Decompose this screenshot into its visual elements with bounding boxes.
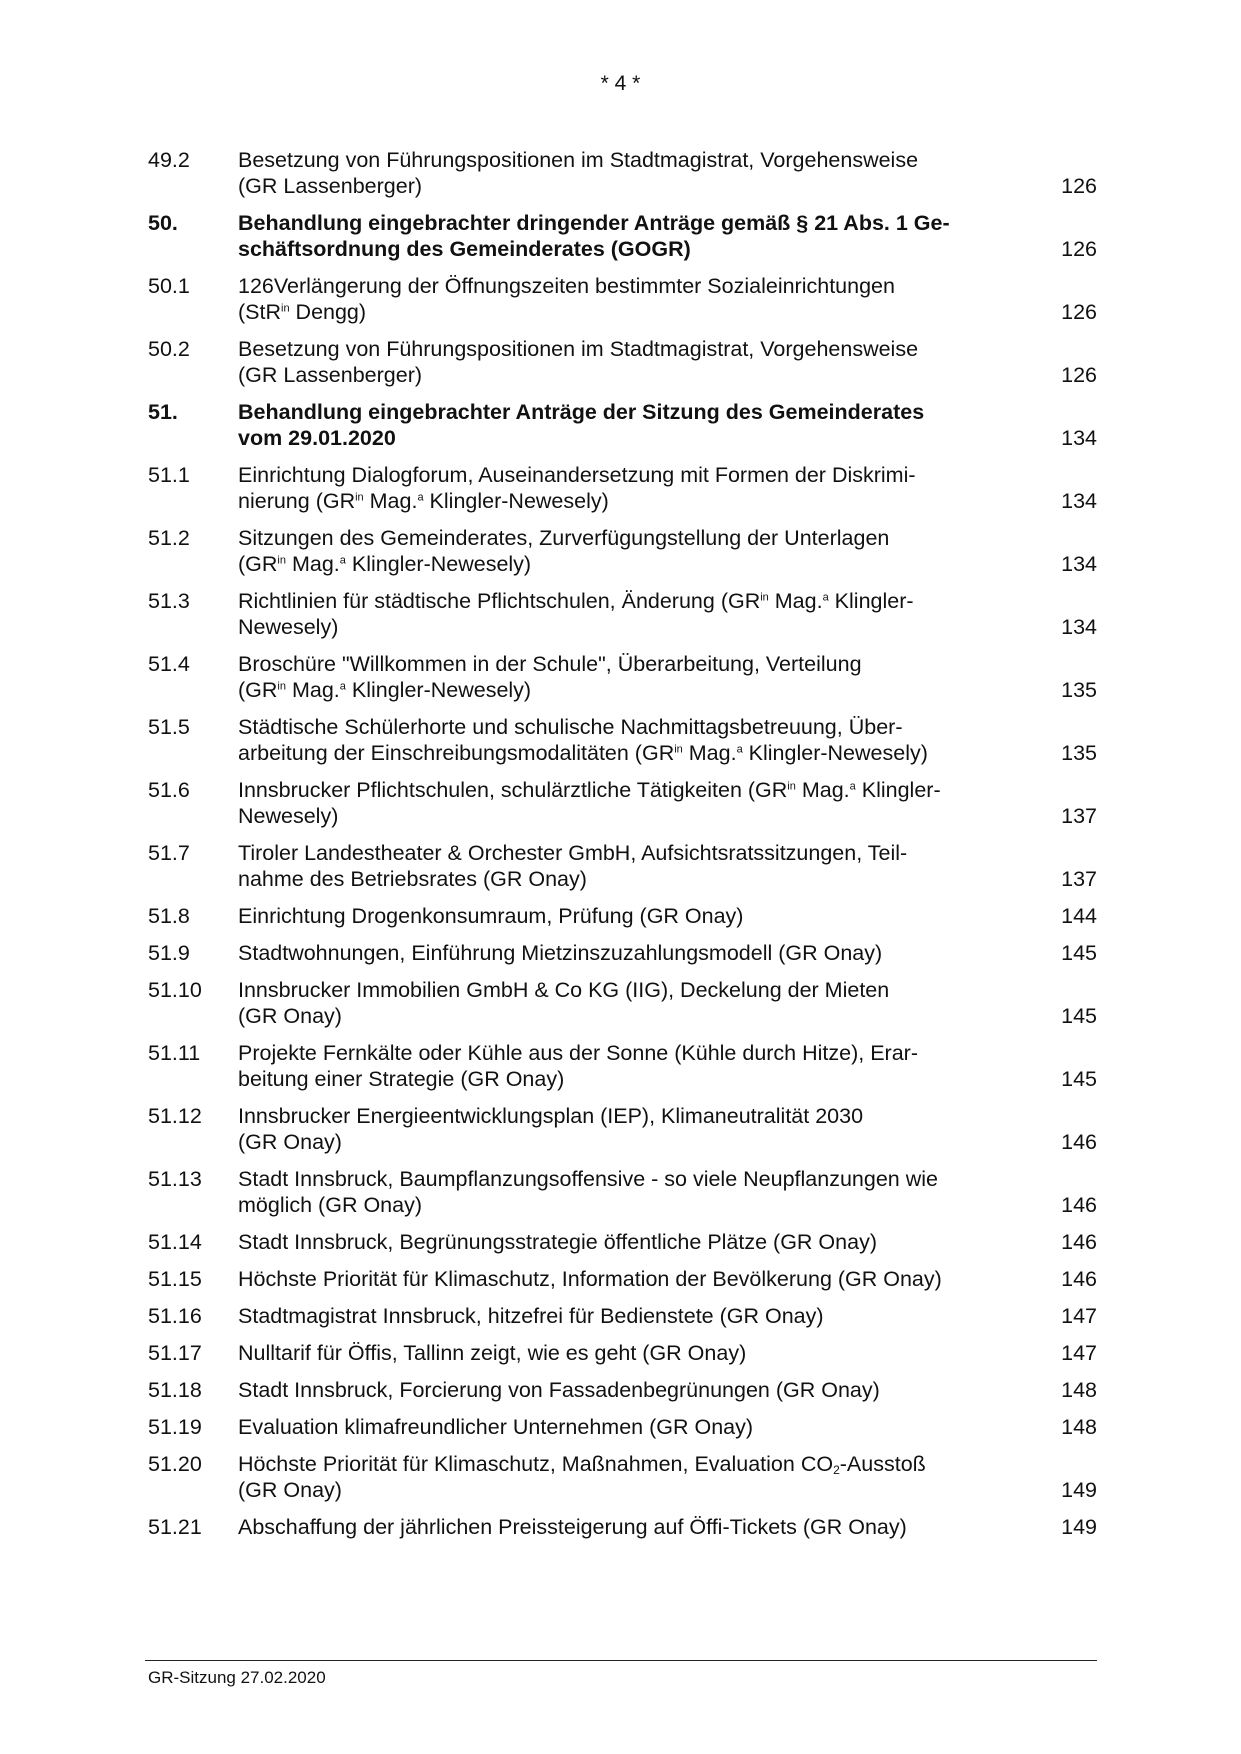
toc-entry-page: 147 <box>1061 1341 1097 1365</box>
toc-entry-page: 145 <box>1061 1067 1097 1091</box>
toc-entry-page: 134 <box>1061 615 1097 639</box>
toc-entry <box>148 903 1097 929</box>
toc-entry <box>148 147 1097 199</box>
toc-entry-page: 148 <box>1061 1415 1097 1439</box>
toc-entry-number: 51.8 <box>148 904 190 928</box>
toc-entry-page: 134 <box>1061 552 1097 576</box>
toc-entry-page: 146 <box>1061 1267 1097 1291</box>
toc-entry <box>148 777 1097 829</box>
toc-entry-title: Nulltarif für Öffis, Tallinn zeigt, wie es geht (GR Onay) <box>238 1341 747 1365</box>
toc-entry <box>148 588 1097 640</box>
toc-entry-page: 134 <box>1061 489 1097 513</box>
toc-entry-title: Besetzung von Führungspositionen im Stadtmagistrat, Vorgehensweise (GR Lassenberger) <box>238 337 919 387</box>
toc-entry-title: 126Verlängerung der Öffnungszeiten bestimmter Sozialeinrichtungen (StR$^{in}$ Dengg) <box>238 274 895 324</box>
toc-entry-page: 149 <box>1061 1515 1097 1539</box>
toc-entry <box>148 399 1097 451</box>
toc-entry <box>148 1451 1097 1503</box>
toc-entry-title: Städtische Schülerhorte und schulische Nachmittagsbetreuung, Über- arbeitung der Einschreibungsmodalitäten ($GR^{in}$ Mag.$^a$ Klingler-Newesely) <box>238 715 928 765</box>
toc-entry <box>148 1040 1097 1092</box>
toc-entry-number: 51.5 <box>148 715 190 739</box>
toc-entry <box>148 1377 1097 1403</box>
toc-entry-number: 51.18 <box>148 1378 202 1402</box>
toc-entry-number: 51.16 <box>148 1304 202 1328</box>
footer-divider <box>145 1660 1097 1661</box>
toc-entry <box>148 1103 1097 1155</box>
toc-entry-number: 51.7 <box>148 841 190 865</box>
footer-session-date: GR-Sitzung 27.02.2020 <box>148 1668 326 1687</box>
toc-entry-number: 51.15 <box>148 1267 202 1291</box>
toc-entry-title: Projekte Fernkälte oder Kühle aus der Sonne (Kühle durch Hitze), Erar- beitung einer Strategie (GR Onay) <box>238 1041 918 1091</box>
toc-entry-page: 146 <box>1061 1230 1097 1254</box>
toc-entry <box>148 336 1097 388</box>
toc-entry-number: 51.17 <box>148 1341 202 1365</box>
toc-entry-title: Stadtmagistrat Innsbruck, hitzefrei für Bedienstete (GR Onay) <box>238 1304 824 1328</box>
toc-entry <box>148 525 1097 577</box>
toc-entry-number: 51.13 <box>148 1167 202 1191</box>
toc-entry <box>148 651 1097 703</box>
toc-entry-title: Besetzung von Führungspositionen im Stadtmagistrat, Vorgehensweise (GR Lassenberger) <box>238 148 919 198</box>
toc-entry-number: 51.10 <box>148 978 202 1002</box>
toc-entry-number: 51.21 <box>148 1515 202 1539</box>
toc-entry-page: 146 <box>1061 1193 1097 1217</box>
toc-entry <box>148 210 1097 262</box>
toc-entry-title: Stadtwohnungen, Einführung Mietzinszuzahlungsmodell (GR Onay) <box>238 941 883 965</box>
toc-entry <box>148 1229 1097 1255</box>
toc-entry-number: 51.3 <box>148 589 190 613</box>
toc-entry-title: Behandlung eingebrachter Anträge der Sitzung des Gemeinderates vom 29.01.2020 <box>238 400 925 450</box>
page-number-header: * 4 * <box>600 72 641 95</box>
toc-entry <box>148 1303 1097 1329</box>
toc-entry <box>148 1340 1097 1366</box>
toc-entry-page: 135 <box>1061 678 1097 702</box>
toc-entry-page: 137 <box>1061 867 1097 891</box>
toc-entry-page: 126 <box>1061 174 1097 198</box>
toc-entry-title: Stadt Innsbruck, Baumpflanzungsoffensive - so viele Neupflanzungen wie möglich (GR Onay) <box>238 1167 938 1217</box>
toc-entry-title: Höchste Priorität für Klimaschutz, Maßnahmen, Evaluation $CO_2$-Ausstoß (GR Onay) <box>238 1452 926 1502</box>
toc-entry-number: 51.11 <box>148 1041 201 1065</box>
toc-entry <box>148 1414 1097 1440</box>
toc-entry-number: 50.1 <box>148 274 190 298</box>
toc-entry-title: Höchste Priorität für Klimaschutz, Information der Bevölkerung (GR Onay) <box>238 1267 942 1291</box>
toc-entry-page: 135 <box>1061 741 1097 765</box>
toc-entry-page: 145 <box>1061 1004 1097 1028</box>
toc-entry-page: 126 <box>1061 363 1097 387</box>
toc-entry-number: 51.1 <box>148 463 190 487</box>
toc-entry-title: Einrichtung Drogenkonsumraum, Prüfung (GR Onay) <box>238 904 744 928</box>
toc-entry-number: 51.19 <box>148 1415 202 1439</box>
toc-entry-number: 51.12 <box>148 1104 202 1128</box>
toc-entry <box>148 940 1097 966</box>
table-of-contents <box>148 147 1097 1551</box>
toc-entry-number: 51.2 <box>148 526 190 550</box>
toc-entry <box>148 462 1097 514</box>
toc-entry-page: 134 <box>1061 426 1097 450</box>
toc-entry <box>148 1514 1097 1540</box>
toc-entry-number: 51.4 <box>148 652 190 676</box>
toc-entry-number: 49.2 <box>148 148 190 172</box>
toc-entry-page: 144 <box>1061 904 1097 928</box>
toc-entry-title: Innsbrucker Pflichtschulen, schulärztliche Tätigkeiten ($GR^{in}$ Mag.$^a$ Klingler- Newesely) <box>238 778 941 828</box>
toc-entry-number: 50. <box>148 211 178 235</box>
toc-entry-title: Abschaffung der jährlichen Preissteigerung auf Öffi-Tickets (GR Onay) <box>238 1515 907 1539</box>
toc-entry-page: 146 <box>1061 1130 1097 1154</box>
toc-entry-title: Tiroler Landestheater & Orchester GmbH, Aufsichtsratssitzungen, Teil- nahme des Betriebsrates (GR Onay) <box>238 841 908 891</box>
toc-entry <box>148 1166 1097 1218</box>
toc-entry-number: 51.9 <box>148 941 190 965</box>
toc-entry-number: 50.2 <box>148 337 190 361</box>
toc-entry-page: 126 <box>1061 237 1097 261</box>
toc-entry-title: Stadt Innsbruck, Forcierung von Fassadenbegrünungen (GR Onay) <box>238 1378 880 1402</box>
toc-entry-title: Sitzungen des Gemeinderates, Zurverfügungstellung der Unterlagen ($GR^{in}$ Mag.$^a$ Klingler-Newesely) <box>238 526 890 576</box>
toc-entry <box>148 273 1097 325</box>
toc-entry-page: 145 <box>1061 941 1097 965</box>
toc-entry-title: Innsbrucker Energieentwicklungsplan (IEP), Klimaneutralität 2030 (GR Onay) <box>238 1104 864 1154</box>
toc-entry-title: Evaluation klimafreundlicher Unternehmen (GR Onay) <box>238 1415 754 1439</box>
toc-entry-number: 51. <box>148 400 178 424</box>
toc-entry-page: 148 <box>1061 1378 1097 1402</box>
toc-entry-title: Broschüre "Willkommen in der Schule", Überarbeitung, Verteilung ($GR^{in}$ Mag.$^a$ Klingler-Newesely) <box>238 652 862 702</box>
toc-entry-title: Innsbrucker Immobilien GmbH & Co KG (IIG), Deckelung der Mieten (GR Onay) <box>238 978 890 1028</box>
toc-entry-page: 149 <box>1061 1478 1097 1502</box>
toc-entry <box>148 1266 1097 1292</box>
toc-entry <box>148 714 1097 766</box>
toc-entry-title: Einrichtung Dialogforum, Auseinandersetzung mit Formen der Diskrimi- nierung ($GR^{in}$ Mag.$^a$ Klingler-Newesely) <box>238 463 916 513</box>
toc-entry-title: Behandlung eingebrachter dringender Anträge gemäß § 21 Abs. 1 Ge- schäftsordnung des Gemeinderates (GOGR) <box>238 211 950 261</box>
toc-entry-number: 51.14 <box>148 1230 202 1254</box>
toc-entry-title: Stadt Innsbruck, Begrünungsstrategie öffentliche Plätze (GR Onay) <box>238 1230 877 1254</box>
toc-entry-page: 147 <box>1061 1304 1097 1328</box>
toc-entry-number: 51.20 <box>148 1452 202 1476</box>
toc-entry-number: 51.6 <box>148 778 190 802</box>
toc-entry <box>148 977 1097 1029</box>
toc-entry <box>148 840 1097 892</box>
toc-entry-page: 137 <box>1061 804 1097 828</box>
toc-entry-title: Richtlinien für städtische Pflichtschulen, Änderung ($GR^{in}$ Mag.$^a$ Klingler- Newesely) <box>238 589 914 639</box>
toc-entry-page: 126 <box>1061 300 1097 324</box>
